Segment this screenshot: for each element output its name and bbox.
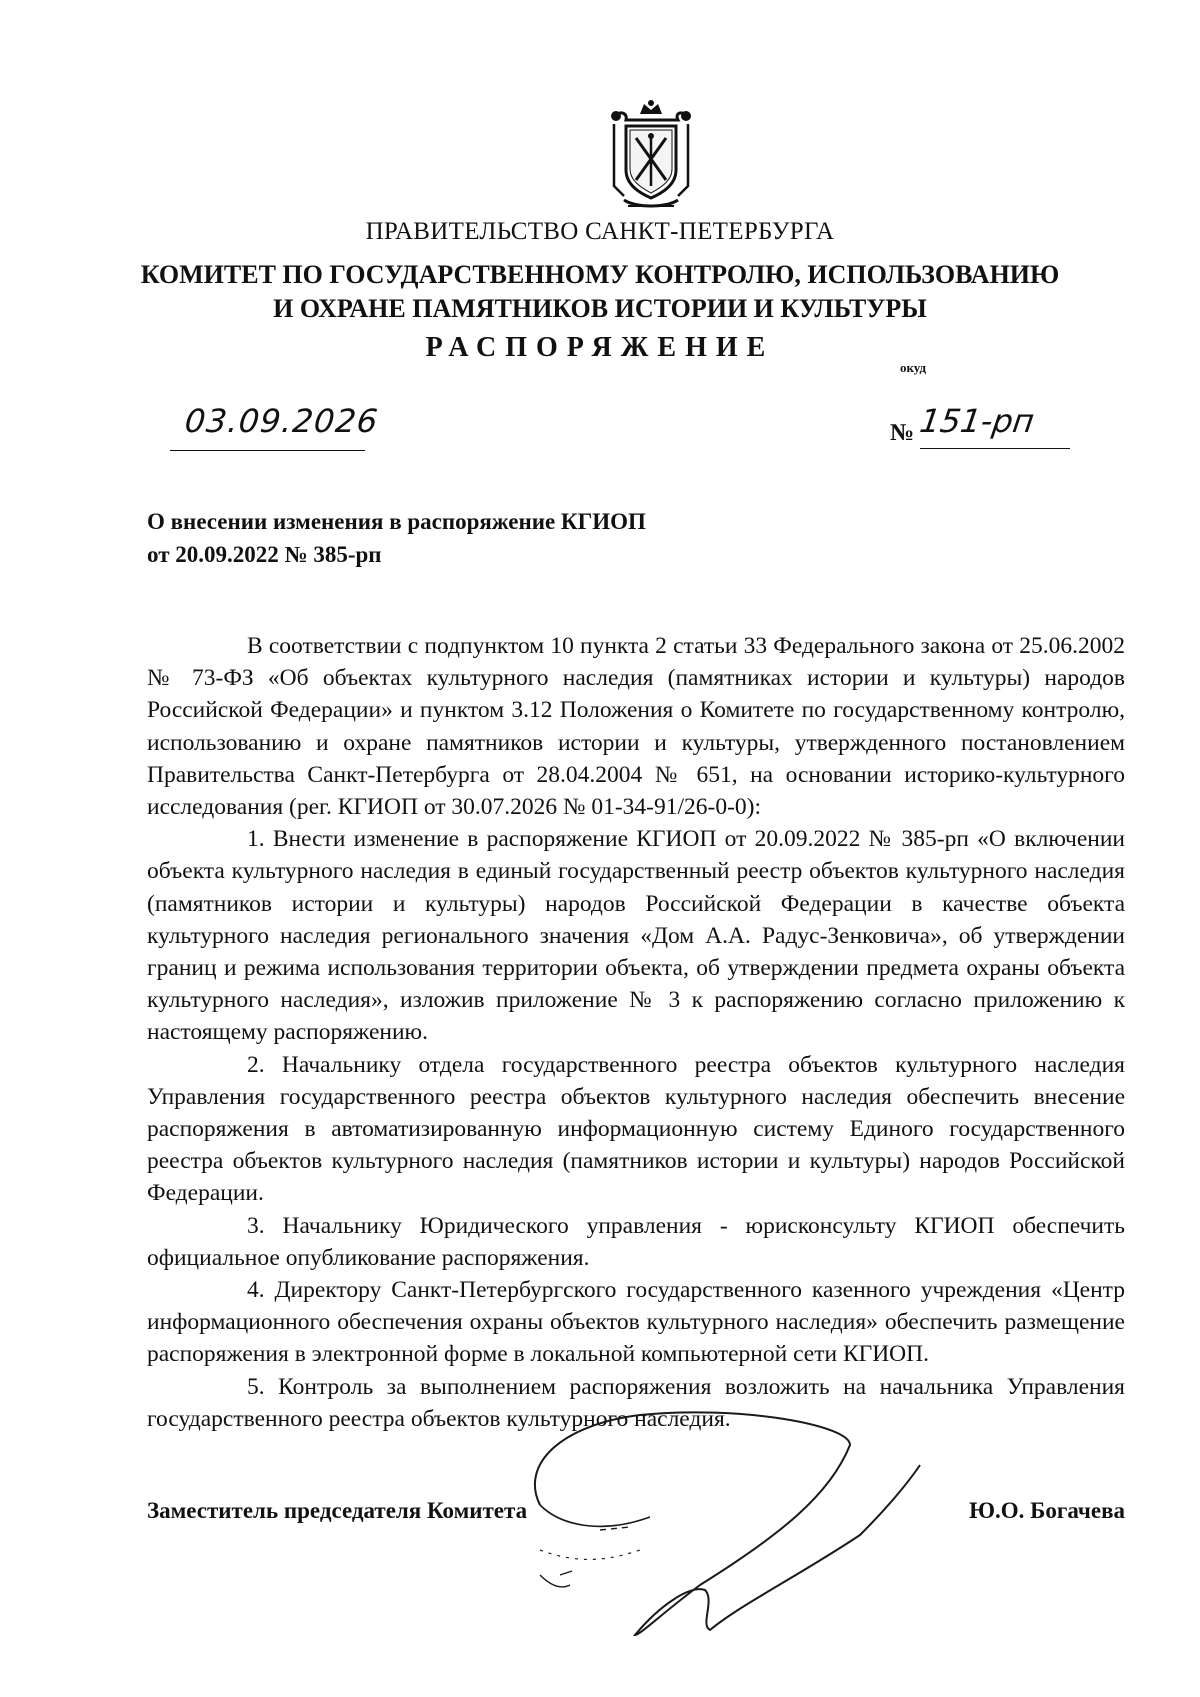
item-2-paragraph: 2. Начальнику отдела государственного реестра объектов культурного наследия Управления государственного реестра объектов культурного наследия обеспечить внесение распоряжения в автоматизированную информационную систему Единого государственного реестра объектов культурного наследия (памятников истории и культуры) народов Российской Федерации. (147, 1051, 1125, 1207)
government-title: ПРАВИТЕЛЬСТВО САНКТ-ПЕТЕРБУРГА (365, 218, 835, 245)
signatory-title: Заместитель председателя Комитета (147, 1498, 528, 1523)
item-1-paragraph: 1. Внести изменение в распоряжение КГИОП от 20.09.2022 № 385-рп «О включении объекта культурного наследия в единый государственный реестр объектов культурного наследия (памятников истории и культуры) народов Российской Федерации в качестве объекта культурного наследия регионального значения «Дом А.А. Радус-Зенковича», об утверждении границ и режима использования территории объекта, об утверждении предмета охраны объекта культурного наследия», изложив приложение № 3 к распоряжению согласно приложению к настоящему распоряжению. (147, 826, 1125, 1046)
date-underline (170, 450, 365, 451)
number-label: № (890, 420, 915, 446)
okud-label: окуд (900, 360, 927, 375)
document-body (147, 630, 1125, 1435)
committee-name-line-2: И ОХРАНЕ ПАМЯТНИКОВ ИСТОРИИ И КУЛЬТУРЫ (273, 294, 927, 323)
number-underline (920, 448, 1070, 449)
document-subject (147, 505, 847, 571)
handwritten-number: 151-рп (917, 402, 1037, 440)
preamble-paragraph: В соответствии с подпунктом 10 пункта 2 статьи 33 Федерального закона от 25.06.2002 № 73-ФЗ «Об объектах культурного наследия (памятниках истории и культуры) народов Российской Федерации» и пунктом 3.12 Положения о Комитете по государственному контролю, использованию и охране памятников истории и культуры, утвержденного постановлением Правительства Санкт-Петербурга от 28.04.2004 № 651, на основании историко-культурного исследования (рег. КГИОП от 30.07.2026 № 01-34-91/26-0-0): (147, 633, 1125, 821)
document-type: РАСПОРЯЖЕНИЕ (425, 332, 775, 363)
coat-of-arms-icon (604, 100, 698, 212)
subject-line-2: от 20.09.2022 № 385-рп (147, 542, 382, 567)
item-5-paragraph: 5. Контроль за выполнением распоряжения возложить на начальника Управления государственного реестра объектов культурного наследия. (147, 1373, 1125, 1432)
signatory-name: Ю.О. Богачева (969, 1498, 1125, 1523)
subject-line-1: О внесении изменения в распоряжение КГИОП (147, 509, 646, 534)
item-4-paragraph: 4. Директору Санкт-Петербургского государственного казенного учреждения «Центр информационного обеспечения охраны объектов культурного наследия» обеспечить размещение распоряжения в электронной форме в локальной компьютерной сети КГИОП. (147, 1277, 1125, 1368)
handwritten-signature (500, 1385, 970, 1655)
item-3-paragraph: 3. Начальнику Юридического управления - юрисконсульту КГИОП обеспечить официальное опубликование распоряжения. (147, 1212, 1125, 1271)
handwritten-date: 03.09.2026 (183, 402, 381, 440)
committee-name-line-1: КОМИТЕТ ПО ГОСУДАРСТВЕННОМУ КОНТРОЛЮ, ИСПОЛЬЗОВАНИЮ (140, 260, 1060, 289)
committee-name (0, 258, 1200, 326)
